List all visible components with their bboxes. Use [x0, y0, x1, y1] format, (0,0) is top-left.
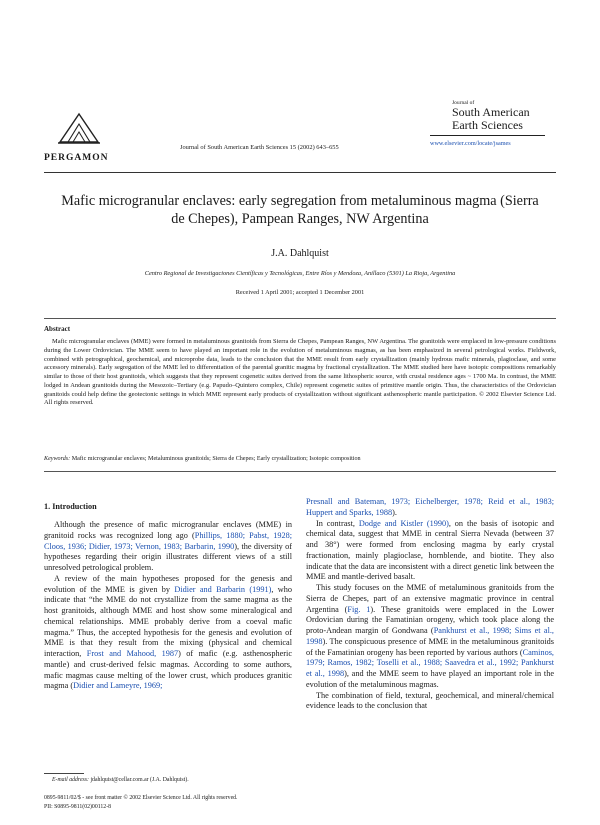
- citation-link[interactable]: Pankhurst et al., 1998; Sims et al., 1998: [306, 626, 554, 646]
- text-span: ). The conspicuous presence of MME in the metaluminous granitoids of the Famatinian orogeny has been reported by various authors (: [306, 636, 554, 657]
- copyright-block: [44, 794, 238, 811]
- keywords-text: Mafic microgranular enclaves; Metaluminous granitoids; Sierra de Chepes; Early crystallization; Isotopic composition: [71, 456, 361, 462]
- right-column: [306, 497, 554, 712]
- citation-link[interactable]: Presnall and Bateman, 1973; Eichelberger, 1978; Reid et al., 1983; Huppert and Sparks, 1988: [306, 497, 554, 517]
- text-span: ), and the MME seem to have played an important role in the evolution of the metaluminous magmas.: [306, 669, 554, 689]
- text-span: , who indicate that “the MME do not crystallize from the same magma as the host granitoids, although MME and host show some mineralogical and chemical relationships. MME probably derive from a coeval mafic magma.” Thus, the accepted hypothesis for the genesis and evolution of MME is that they result from the mixing (physical and chemical interaction,: [44, 584, 292, 658]
- text-span: ) of mafic (e.g. asthenospheric mantle) and crust-derived felsic magmas. According to some authors, mafic magmas cause melting of the lower crust, which produces granitic magma (: [44, 649, 292, 691]
- intro-paragraph-1: [44, 520, 292, 574]
- text-span: ).: [392, 507, 397, 517]
- text-span: A review of the main hypotheses proposed for the genesis and evolution of the MME is given by: [44, 573, 292, 594]
- keywords-label: Keywords:: [44, 456, 71, 462]
- pii-line: PII: S0895-9811(02)00112-8: [44, 803, 112, 810]
- intro-paragraph-continued: [306, 497, 554, 519]
- citation-link[interactable]: Frost and Mahood, 1987: [86, 649, 179, 658]
- intro-paragraph-2: [44, 574, 292, 692]
- citation-link[interactable]: Caminos, 1979; Ramos, 1982; Toselli et al., 1988; Saavedra et al., 1992; Pankhurst et al., 1998: [306, 647, 554, 678]
- citation-link[interactable]: Didier and Barbarin (1991): [174, 584, 272, 594]
- journal-name-line-2: Earth Sciences: [452, 118, 523, 132]
- abstract-heading: Abstract: [44, 325, 71, 333]
- text-span: The combination of field, textural, geochemical, and mineral/chemical evidence leads to the conclusion that: [306, 690, 554, 711]
- journal-citation: Journal of South American Earth Sciences 15 (2002) 643–655: [180, 144, 339, 151]
- text-span: This study focuses on the MME of metaluminous granitoids from the Sierra de Chepes, part of an extensive magmatic province in central Argentina (: [306, 583, 554, 614]
- author-affiliation: Centro Regional de Investigaciones Científicas y Tecnológicas, Entre Ríos y Mendoza, Anillaco (5301) La Rioja, Argentina: [144, 270, 456, 277]
- journal-url-link[interactable]: www.elsevier.com/locate/jsames: [430, 140, 511, 147]
- text-span: In contrast,: [316, 518, 359, 528]
- pergamon-emblem-icon: [56, 110, 102, 146]
- journal-box-rule: [430, 135, 545, 136]
- text-span: ). These granitoids were emplaced in the Lower Ordovician during the Famatinian orogeny, which took place along the proto-Andean margin of Gondwana (: [306, 604, 554, 635]
- section-heading-introduction: 1. Introduction: [44, 502, 97, 511]
- abstract-text: Mafic microgranular enclaves (MME) were formed in metaluminous granitoids from Sierra de Chepes, Pampean Ranges, NW Argentina. The granitoids were emplaced in low-pressure conditions during the Lower Ordovician. The MME seem to have played an important role in the evolution of metaluminous magmas, as has been emphasized in several petrological works. Fieldwork, combined with petrographical, geochemical, and microprobe data, leads to the conclusion that the MME result from early crystallization (mainly hydrous mafic minerals, plagioclase, and some accessory minerals). Early segregation of the MME led to differentiation of the parental granitic magma by fractional crystallization. The MME studied here have isotopic compositions remarkably similar to those of their host granitoids, which suggests that they represent cogenetic suites derived from the same lithospheric source, with crustal residence ages ~ 1700 Ma. In contrast, the MME lodged in Andean granitoids during the Mesozoic–Tertiary (e.g. Papudo–Quintero complex, Chile) represent cogenetic suites of primitive mantle origin. Thus, the characteristics of the Ordovician granitoids could help define the geotectonic settings in which MME represent early products of crystallization without significant asthenospheric mantle participation. © 2002 Elsevier Science Ltd. All rights reserved.: [44, 338, 556, 407]
- footnote-divider: [44, 773, 84, 774]
- figure-link[interactable]: Fig. 1: [347, 604, 371, 614]
- article-title: Mafic microgranular enclaves: early segregation from metaluminous magma (Sierra de Chepes), Pampean Ranges, NW Argentina: [61, 193, 539, 227]
- text-span: ), the diversity of hypotheses regarding their origin illustrates different views of a still unresolved petrological problem.: [44, 541, 293, 572]
- header-divider: [44, 172, 556, 173]
- citation-link[interactable]: Dodge and Kistler (1990): [358, 518, 449, 528]
- footnote-email: jdahlquist@cellar.com.ar (J.A. Dahlquist).: [90, 777, 189, 783]
- publisher-logo: [44, 110, 116, 163]
- received-dates: Received 1 April 2001; accepted 1 December 2001: [235, 289, 365, 296]
- intro-paragraph-5: [306, 691, 554, 713]
- citation-link[interactable]: Didier and Lameyre, 1969;: [73, 681, 163, 691]
- text-span: Although the presence of mafic microgranular enclaves (MME) in granitoid rocks was recognized long ago (: [44, 520, 292, 540]
- footnote-label: E-mail address:: [52, 777, 89, 783]
- journal-title-box: [428, 100, 548, 147]
- text-span: , on the basis of isotopic and chemical data, suggest that MME in central Sierra Nevada (between 37 and 38°) were formed from enclosing magma by early crystal fractionation, mainly plagioclase, hornblende, and biotite. They also indicate that the data are inconsistent with a direct genetic link between the MME and mantle-derived basalt.: [306, 518, 554, 582]
- abstract-top-divider: [44, 318, 556, 319]
- journal-of-label: Journal of: [452, 100, 475, 106]
- keywords-line: [44, 456, 556, 462]
- footnote: [52, 777, 189, 783]
- left-column: [44, 520, 292, 692]
- citation-link[interactable]: Phillips, 1880; Pabst, 1928; Cloos, 1936; Didier, 1973; Vernon, 1983; Barbarin, 1990: [44, 530, 292, 551]
- article-author: J.A. Dahlquist: [271, 248, 329, 259]
- intro-paragraph-3: [306, 519, 554, 584]
- intro-paragraph-4: [306, 583, 554, 691]
- publisher-name: PERGAMON: [44, 153, 109, 163]
- issn-line: 0895-9811/02/$ - see front matter © 2002 Elsevier Science Ltd. All rights reserved.: [44, 795, 238, 801]
- abstract-bottom-divider: [44, 471, 556, 472]
- journal-name-line-1: South American: [452, 105, 530, 119]
